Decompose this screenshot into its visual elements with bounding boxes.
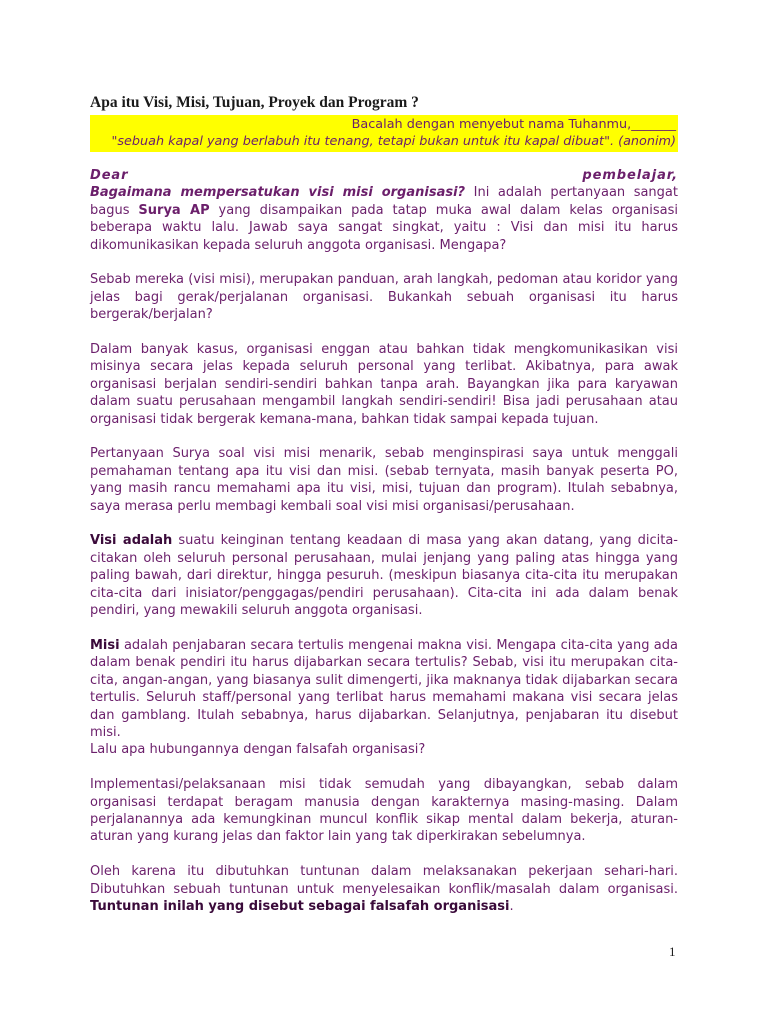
intro-text-2: yang disampaikan pada tatap muka awal dalam kelas organisasi beberapa waktu lalu. Jawab saya sangat singkat, yaitu : Visi dan misi itu harus dikomunikasikan kepada seluruh anggota organisasi. Mengapa? [90, 202, 678, 253]
invocation-line: Bacalah dengan menyebut nama Tuhanmu,_______ [351, 117, 676, 132]
greeting-line [90, 167, 678, 184]
falsafah-statement: Tuntunan inilah yang disebut sebagai falsafah organisasi [90, 898, 510, 914]
page-number: 1 [669, 944, 676, 959]
misi-definition: adalah penjabaran secara tertulis mengenai makna visi. Mengapa cita-cita yang ada dalam benak pendiri itu harus dijabarkan secara tertulis? Sebab, visi itu merupakan cita-cita, angan-angan, yang biasanya sulit dimengerti, jika maknanya tidak dijabarkan secara tertulis. Seluruh staff/personal yang terlibat harus memahami makana visi secara jelas dan gamblang. Itulah sebabnya, harus dijabarkan. Selanjutnya, penjabaran itu disebut misi. [90, 637, 678, 740]
document-body [90, 94, 678, 915]
greeting-left: Dear [90, 168, 129, 183]
highlighted-quote-box [90, 115, 678, 152]
paragraph-2: Sebab mereka (visi misi), merupakan panduan, arah langkah, pedoman atau koridor yang jelas bagi gerak/perjalanan organisasi. Bukankah sebuah organisasi itu harus bergerak/berjalan? [90, 272, 678, 323]
paragraph-4: Pertanyaan Surya soal visi misi menarik, sebab menginspirasi saya untuk menggali pemahaman tentang apa itu visi dan misi. (sebab ternyata, masih banyak peserta PO, yang masih rancu memahami apa itu visi, misi, tujuan dan program). Itulah sebabnya, saya merasa perlu membagi kembali soal visi misi organisasi/perusahaan. [90, 446, 678, 514]
person-name: Surya AP [138, 202, 210, 218]
page-title: Apa itu Visi, Misi, Tujuan, Proyek dan Program ? [90, 94, 419, 111]
paragraph-intro [90, 184, 678, 254]
paragraph-7: Implementasi/pelaksanaan misi tidak semudah yang dibayangkan, sebab dalam organisasi terdapat beragam manusia dengan karakternya masing-masing. Dalam perjalanannya ada kemungkinan muncul konflik sikap mental dalam bekerja, aturan-aturan yang kurang jelas dan faktor lain yang tak diperkirakan sebelumnya. [90, 777, 678, 845]
p8-text: Oleh karena itu dibutuhkan tuntunan dalam melaksanakan pekerjaan sehari-hari. Dibutuhkan sebuah tuntunan untuk menyelesaikan konflik/masalah dalam organisasi. [90, 864, 678, 897]
paragraph-misi [90, 637, 678, 741]
question-text: Bagaimana mempersatukan visi misi organisasi? [90, 185, 466, 201]
misi-term: Misi [90, 637, 120, 653]
p8-end: . [509, 898, 514, 914]
paragraph-3: Dalam banyak kasus, organisasi enggan atau bahkan tidak mengkomunikasikan visi misinya secara jelas kepada seluruh personal yang terlibat. Akibatnya, para awak organisasi berjalan sendiri-sendiri bahkan tanpa arah. Bayangkan jika para karyawan dalam suatu perusahaan mengambil langkah sendiri-sendiri! Bisa jadi perusahaan atau organisasi tidak bergerak kemana-mana, bahkan tidak sampai kepada tujuan. [90, 342, 678, 427]
intro-text-1: Ini adalah pertanyaan sangat bagus [90, 185, 678, 218]
greeting-right: pembelajar, [582, 168, 678, 183]
paragraph-8 [90, 863, 678, 915]
visi-term: Visi adalah [90, 533, 173, 549]
paragraph-visi [90, 532, 678, 619]
visi-definition: suatu keinginan tentang keadaan di masa yang akan datang, yang dicita-citakan oleh seluruh personal perusahaan, mulai jenjang yang paling atas hingga yang paling bawah, dari direktur, hingga pesuruh. (meskipun biasanya cita-cita itu merupakan cita-cita dari inisiator/penggagas/pendiri perusahaan). Cita-cita ini ada dalam benak pendiri, yang mewakili seluruh anggota organisasi. [90, 533, 679, 619]
quote-line: "sebuah kapal yang berlabuh itu tenang, tetapi bukan untuk itu kapal dibuat". (anonim) [111, 134, 676, 149]
paragraph-misi-question: Lalu apa hubungannya dengan falsafah organisasi? [90, 742, 426, 758]
